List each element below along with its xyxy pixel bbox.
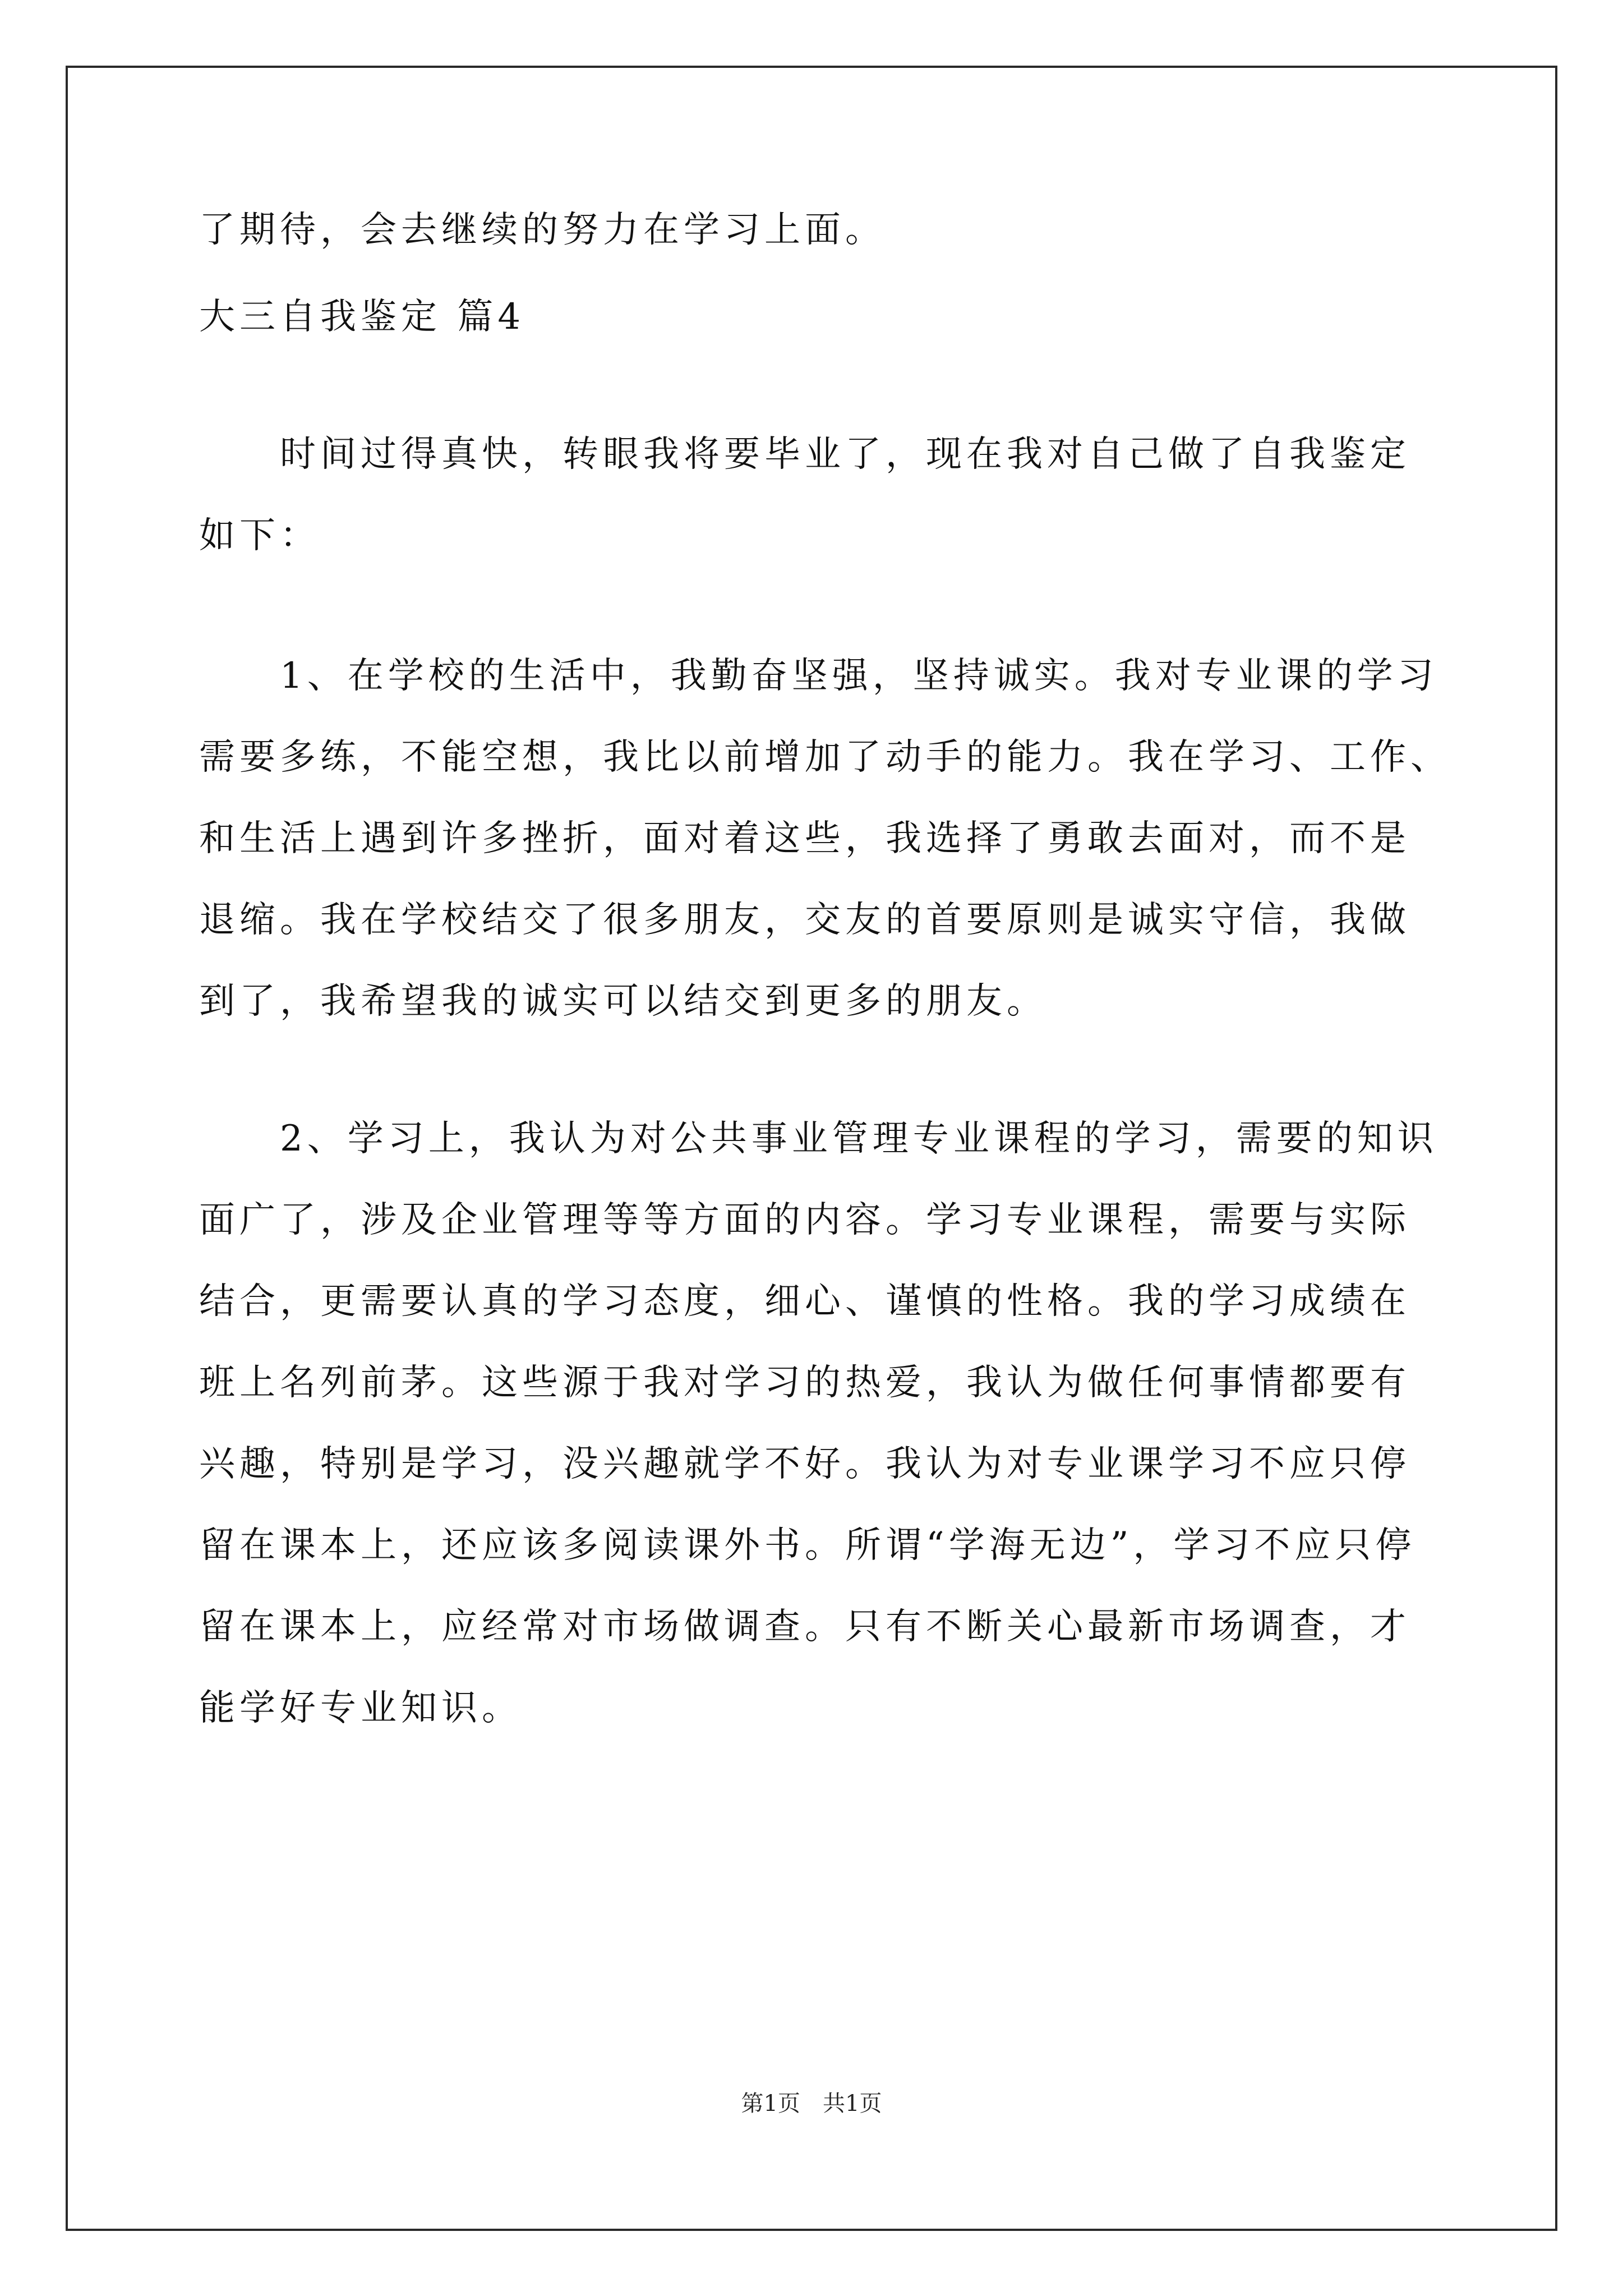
page-footer: 第1页 共1页 [741, 2091, 882, 2116]
section-heading: 大三自我鉴定 篇4 [199, 296, 525, 338]
text-line: 和生活上遇到许多挫折，面对着这些，我选择了勇敢去面对，而不是 [199, 818, 1410, 859]
text-line: 时间过得真快，转眼我将要毕业了，现在我对自己做了自我鉴定 [199, 434, 1410, 475]
text-line: 退缩。我在学校结交了很多朋友，交友的首要原则是诚实守信，我做 [199, 899, 1410, 941]
text-line: 能学好专业知识。 [199, 1687, 522, 1729]
text-line: 班上名列前茅。这些源于我对学习的热爱，我认为做任何事情都要有 [199, 1362, 1410, 1404]
text-line: 需要多练，不能空想，我比以前增加了动手的能力。我在学习、工作、 [199, 737, 1451, 778]
text-line: 到了，我希望我的诚实可以结交到更多的朋友。 [199, 981, 1047, 1022]
text-line: 1、在学校的生活中，我勤奋坚强，坚持诚实。我对专业课的学习 [199, 655, 1438, 697]
text-line: 兴趣，特别是学习，没兴趣就学不好。我认为对专业课学习不应只停 [199, 1443, 1410, 1485]
text-line: 如下： [199, 515, 320, 556]
text-line: 了期待，会去继续的努力在学习上面。 [199, 209, 886, 251]
text-line: 留在课本上，应经常对市场做调查。只有不断关心最新市场调查，才 [199, 1606, 1410, 1648]
text-line: 面广了，涉及企业管理等等方面的内容。学习专业课程，需要与实际 [199, 1199, 1410, 1241]
text-line: 2、学习上，我认为对公共事业管理专业课程的学习，需要的知识 [199, 1118, 1438, 1159]
text-line: 结合，更需要认真的学习态度，细心、谨慎的性格。我的学习成绩在 [199, 1281, 1410, 1322]
text-line: 留在课本上，还应该多阅读课外书。所谓“学海无边”，学习不应只停 [199, 1525, 1416, 1566]
